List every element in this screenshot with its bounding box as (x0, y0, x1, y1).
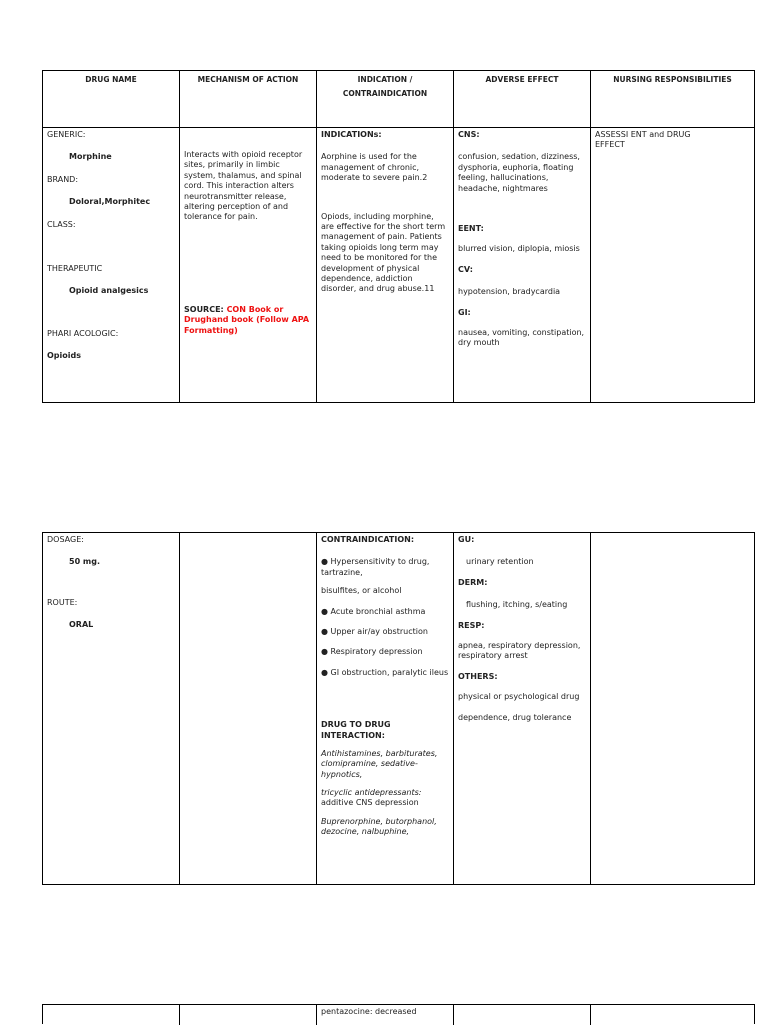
eent-label: EENT: (458, 223, 484, 233)
header-indication: INDICATION / CONTRAINDICATION (317, 71, 454, 128)
generic-label: GENERIC: (47, 130, 86, 139)
source-text: CON Book or Drughand book (Follow APA Formatting) (184, 304, 310, 335)
contra-item: bisulfites, or alcohol (321, 586, 402, 596)
pharmacologic-label: PHARI ACOLOGIC: (47, 328, 119, 338)
table-header-row (43, 71, 754, 128)
route-label: ROUTE: (47, 597, 78, 607)
resp-effects: apnea, respiratory depression, respiratory arrest (458, 640, 581, 661)
gu-label: GU: (458, 535, 475, 544)
derm-effects: flushing, itching, s/eating (466, 600, 568, 610)
indication-cell (317, 128, 454, 402)
indications-title: INDICATIONs: (321, 130, 382, 139)
dti-effect: additive CNS depression (321, 798, 419, 808)
mechanism-cell-empty (180, 533, 317, 884)
header-nursing: NURSING RESPONSIBILITIES (591, 71, 754, 128)
brand-label: BRAND: (47, 174, 79, 184)
dti-item: Antihistamines, barbiturates, clomipramine, sedative-hypnotics, (321, 748, 438, 779)
indication-p1: Aorphine is used for the management of chronic, moderate to severe pain.2 (321, 152, 428, 183)
contra-item: ● Respiratory depression (321, 647, 423, 657)
mechanism-cell (180, 128, 317, 402)
cv-effects: hypotension, bradycardia (458, 287, 561, 297)
therapeutic-value: Opioid analgesics (69, 286, 149, 296)
table-row (43, 128, 754, 402)
contra-item: ● Hypersensitivity to drug, tartrazine, (321, 557, 430, 577)
cell-empty (180, 1005, 317, 1025)
dti-continuation: pentazocine: decreased (317, 1005, 454, 1025)
class-label: CLASS: (47, 219, 76, 229)
contraindication-title: CONTRAINDICATION: (321, 535, 415, 544)
nursing-text: ASSESSI ENT and DRUG EFFECT (595, 130, 691, 150)
contraindication-cell (317, 533, 454, 884)
cns-effects: confusion, sedation, dizziness, dysphoria, euphoria, floating feeling, hallucinations, headache, nightmares (458, 152, 580, 193)
dosage-value: 50 mg. (69, 557, 101, 567)
source-label: SOURCE: (184, 304, 224, 314)
header-mechanism: MECHANISM OF ACTION (180, 71, 317, 128)
eent-effects: blurred vision, diplopia, miosis (458, 244, 580, 254)
nursing-cell-empty (591, 533, 754, 884)
brand-value: Doloral,Morphitec (69, 197, 151, 207)
cell-empty (43, 1005, 180, 1025)
dti-item (321, 788, 449, 809)
therapeutic-label: THERAPEUTIC (47, 263, 103, 273)
mechanism-text: Interacts with opioid receptor sites, primarily in limbic system, thalamus, and spinal cord. This interaction alters neurotransmitter release, altering perception of and tolerance for pain. (184, 150, 303, 222)
drug-name-cell (43, 128, 180, 402)
dti-title: DRUG TO DRUG INTERACTION: (321, 720, 391, 740)
dti-item: Buprenorphine, butorphanol, dezocine, nalbuphine, (321, 816, 437, 837)
contra-item: ● Acute bronchial asthma (321, 606, 426, 616)
dti-drugs: tricyclic antidepressants: (321, 788, 422, 798)
generic-value: Morphine (69, 152, 112, 162)
table-row (43, 1005, 754, 1025)
table-row (43, 533, 754, 884)
contra-item: ● Upper air/ay obstruction (321, 626, 428, 636)
gu-effects: urinary retention (466, 557, 534, 567)
drug-table-3 (42, 1004, 755, 1024)
route-value: ORAL (69, 620, 94, 630)
nursing-cell (591, 128, 754, 402)
cell-empty (454, 1005, 591, 1025)
others-label: OTHERS: (458, 671, 498, 681)
pharmacologic-value: Opioids (47, 351, 81, 361)
header-adverse: ADVERSE EFFECT (454, 71, 591, 128)
dosage-cell (43, 533, 180, 884)
indication-p2: Opiods, including morphine, are effective for the short term management of pain. Patients taking opioids long term may need to be monitored for the development of physical dependence, addiction disorder, and drug abuse.11 (321, 211, 446, 294)
cns-label: CNS: (458, 130, 480, 139)
gi-effects: nausea, vomiting, constipation, dry mouth (458, 327, 585, 348)
drug-table-2 (42, 532, 755, 885)
cell-empty (591, 1005, 754, 1025)
derm-label: DERM: (458, 577, 488, 587)
header-drug-name: DRUG NAME (43, 71, 180, 128)
others-effects-2: dependence, drug tolerance (458, 712, 572, 722)
gi-label: GI: (458, 307, 471, 317)
adverse-cell-2 (454, 533, 591, 884)
contra-item: ● GI obstruction, paralytic ileus (321, 667, 449, 677)
others-effects-1: physical or psychological drug (458, 692, 580, 702)
drug-table-1 (42, 70, 755, 403)
cv-label: CV: (458, 264, 473, 274)
adverse-cell (454, 128, 591, 402)
resp-label: RESP: (458, 620, 485, 630)
source-note (184, 305, 312, 336)
dosage-label: DOSAGE: (47, 535, 84, 544)
